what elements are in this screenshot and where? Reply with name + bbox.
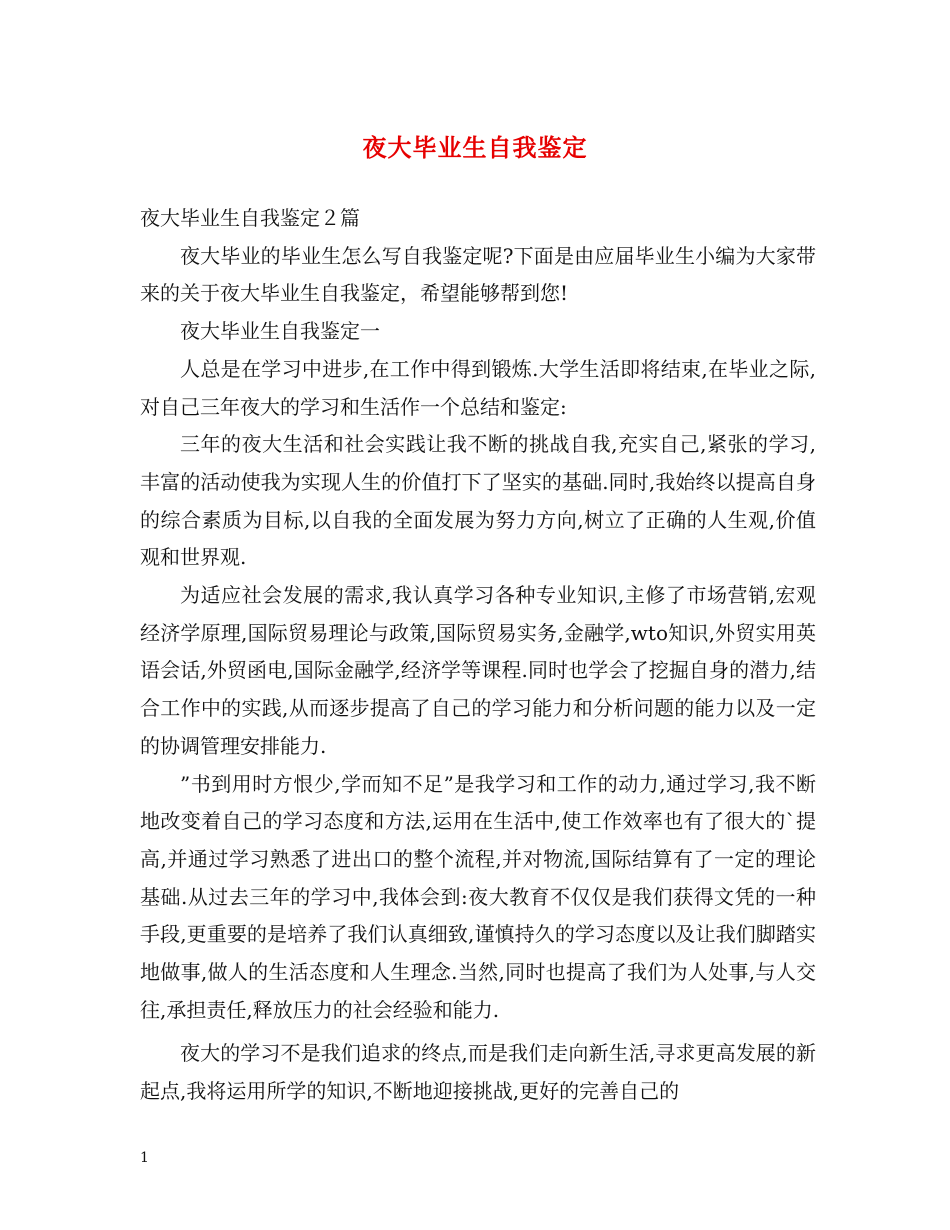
page-number: 1	[140, 1150, 149, 1166]
intro-paragraph: 夜大毕业的毕业生怎么写自我鉴定呢?下面是由应届毕业生小编为大家带来的关于夜大毕业生自我鉴定，希望能够帮到您!	[140, 243, 816, 306]
document-title: 夜大毕业生自我鉴定	[362, 133, 588, 162]
document-body	[140, 200, 816, 1111]
body-paragraph: 三年的夜大生活和社会实践让我不断的挑战自我,充实自己,紧张的学习,丰富的活动使我为实现人生的价值打下了坚实的基础.同时,我始终以提高自身的综合素质为目标,以自我的全面发展为努力方向,树立了正确的人生观,价值观和世界观.	[140, 432, 816, 570]
subtitle-paragraph: 夜大毕业生自我鉴定２篇	[140, 206, 360, 230]
body-paragraph: 夜大的学习不是我们追求的终点,而是我们走向新生活,寻求更高发展的新起点,我将运用所学的知识,不断地迎接挑战,更好的完善自己的	[140, 1041, 816, 1104]
section-heading: 夜大毕业生自我鉴定一	[180, 319, 380, 344]
body-paragraph: 人总是在学习中进步,在工作中得到锻炼.大学生活即将结束,在毕业之际,对自己三年夜大的学习和生活作一个总结和鉴定:	[140, 356, 816, 419]
body-paragraph: ”书到用时方恨少,学而知不足”是我学习和工作的动力,通过学习,我不断地改变着自己的学习态度和方法,运用在生活中,使工作效率也有了很大的`提高,并通过学习熟悉了进出口的整个流程,并对物流,国际结算有了一定的理论基础.从过去三年的学习中,我体会到:夜大教育不仅仅是我们获得文凭的一种手段,更重要的是培养了我们认真细致,谨慎持久的学习态度以及让我们脚踏实地做事,做人的生活态度和人生理念.当然,同时也提高了我们为人处事,与人交往,承担责任,释放压力的社会经验和能力.	[140, 771, 816, 1022]
body-paragraph: 为适应社会发展的需求,我认真学习各种专业知识,主修了市场营销,宏观经济学原理,国际贸易理论与政策,国际贸易实务,金融学,wto知识,外贸实用英语会话,外贸函电,国际金融学,经济学等课程.同时也学会了挖掘自身的潜力,结合工作中的实践,从而逐步提高了自己的学习能力和分析问题的能力以及一定的协调管理安排能力.	[140, 583, 816, 758]
